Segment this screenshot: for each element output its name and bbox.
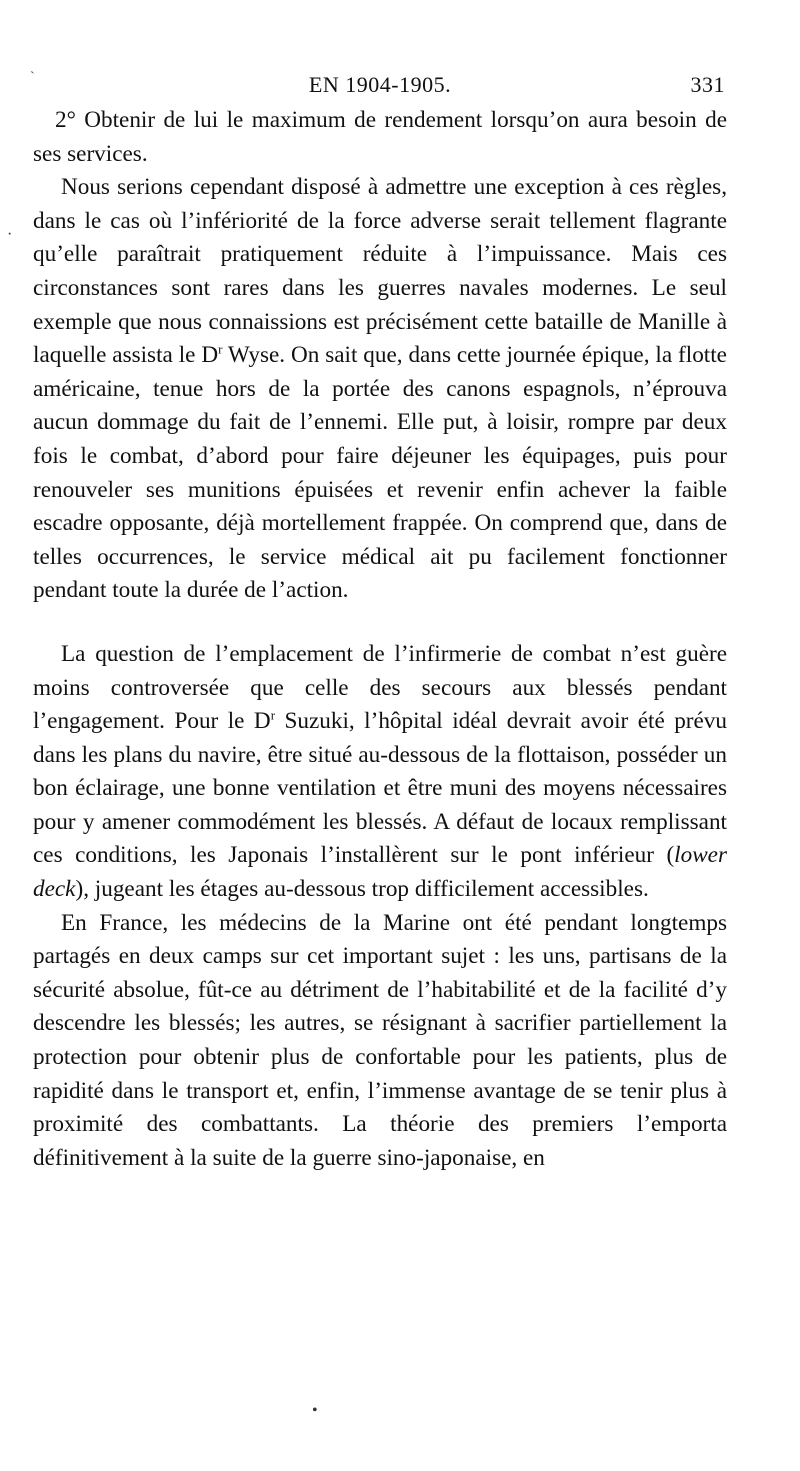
paragraph-objective xyxy=(33,104,727,171)
print-speck: • xyxy=(312,1402,318,1419)
paragraph-text: 2° Obtenir de lui le maximum de rendement lorsqu’on aura besoin de ses services. xyxy=(33,107,727,167)
paragraph-france-navy xyxy=(33,907,727,1176)
paragraph-text: Wyse. On sait que, dans cette journée épique, la flotte américaine, tenue hors de la portée des canons espagnols, n’éprouva aucun dommage du fait de l’ennemi. Elle put, à loisir, rompre par deux fois le combat, d’abord pour faire déjeuner les équipages, puis pour renouveler ses munitions épuisées et revenir enfin achever la faible escadre opposante, déjà mortellement frappée. On comprend que, dans de telles occurrences, le service médical ait pu facilement fonctionner pendant toute la durée de l’action. xyxy=(33,342,727,604)
superscript-abbrev: r xyxy=(270,707,276,723)
print-speck: ˋ xyxy=(30,70,35,85)
page-number: 331 xyxy=(690,72,725,97)
paragraph-manila-exception xyxy=(33,171,727,608)
print-speck: · xyxy=(7,226,13,243)
paragraph-text: Suzuki, l’hôpital idéal devrait avoir été prévu dans les plans du navire, être situé au-dessous de la flottaison, posséder un bon éclairage, une bonne ventilation et être muni des moyens nécessaires pour y amener commodément les blessés. A défaut de locaux remplissant ces conditions, les Japonais l’installèrent sur le pont inférieur ( xyxy=(33,708,727,869)
book-page xyxy=(33,70,727,1175)
italic-term: lower deck xyxy=(33,842,727,903)
paragraph-infirmary-location xyxy=(33,638,727,907)
running-title: EN 1904-1905. xyxy=(308,72,452,97)
running-head xyxy=(33,70,727,104)
paragraph-text: La question de l’emplacement de l’infirmerie de combat n’est guère moins controversée que celle des secours aux blessés pendant l’engagement. Pour le D xyxy=(33,640,727,735)
body-text xyxy=(33,104,727,1175)
paragraph-text: ), jugeant les étages au-dessous trop difficilement accessibles. xyxy=(75,876,649,903)
paragraph-text: Nous serions cependant disposé à admettre une exception à ces règles, dans le cas où l’infériorité de la force adverse serait tellement flagrante qu’elle paraîtrait pratiquement réduite à l’impuissance. Mais ces circonstances sont rares dans les guerres navales modernes. Le seul exemple que nous connaissions est précisément cette bataille de Manille à laquelle assista le D xyxy=(33,174,727,369)
superscript-abbrev: r xyxy=(218,341,223,357)
paragraph-text: En France, les médecins de la Marine ont été pendant longtemps partagés en deux camps sur cet important sujet : les uns, partisans de la sécurité absolue, fût-ce au détriment de l’habitabilité et de la facilité d’y descendre les blessés; les autres, se résignant à sacrifier partiellement la protection pour obtenir plus de confortable pour les patients, plus de rapidité dans le transport et, enfin, l’immense avantage de se tenir plus à proximité des combattants. La théorie des premiers l’emporta définitivement à la suite de la guerre sino-japonaise, en xyxy=(33,909,727,1171)
